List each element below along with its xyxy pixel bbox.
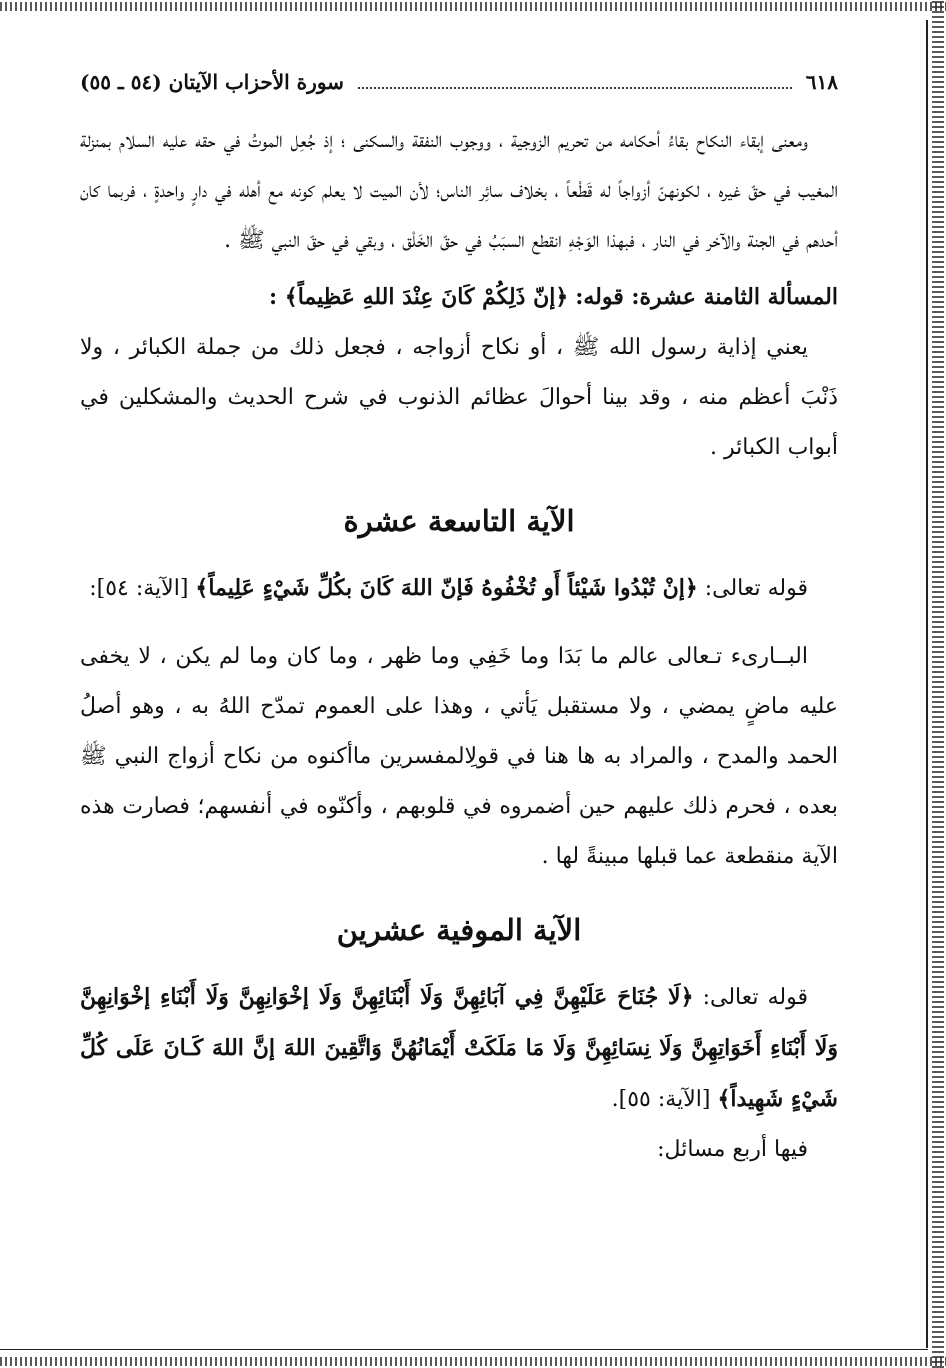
border-rule-bottom — [0, 1349, 928, 1350]
paragraph-2: يعني إذاية رسول الله ﷺ ، أو نكاح أزواجه ، فجعل ذلك من جملة الكبائر ، ولا ذَنْبَ أعظم منه ، وقد بينا أحوالَ عظائم الذنوب في شرح الحديث والمشكلين في أبواب الكبائر . — [80, 335, 838, 460]
verse-19-text: ﴿إنْ تُبْدُوا شَيْئاً أَو تُخْفُوهُ فَإنّ اللهَ كَانَ بكُلِّ شَيْءٍ عَلِيماً﴾ — [195, 575, 698, 601]
page-number: ٦١٨ — [805, 70, 838, 94]
issue-18-verse: ﴿إنّ ذَلِكُمْ كَانَ عِنْدَ اللهِ عَظِيماً﴾ : — [269, 284, 569, 310]
paragraph-4: البــارىء تـعالى عالم ما بَدَا وما خَفِي وما ظهر ، وما كان وما لم يكن ، لا يخفى عليه ماضٍ يمضي ، ولا مستقبل يَأتي ، وهذا على العموم تمدّح اللهُ به ، وهو أصلُ الحمد والمدح ، والمراد به ها هنا في قولِالمفسرين ماأكنوه من نكاح أزواج النبي ﷺ بعده ، فحرم ذلك عليهم حين أضمروه في قلوبهم ، وأكنّوه في أنفسهم؛ فصارت هذه الآية منقطعة عما قبلها مبينةً لها . — [80, 644, 838, 869]
border-rule-right — [926, 20, 928, 1348]
verse-19-intro: قوله تعالى: — [704, 576, 808, 601]
paragraph-6: فيها أربع مسائل: — [657, 1137, 808, 1162]
verse-19-reference: [الآية: ٥٤]: — [89, 576, 189, 601]
verse-20-text: ﴿لَا جُنَاحَ عَلَيْهِنَّ فِي آبَائِهِنَّ وَلَا أَبْنَائِهِنَّ وَلَا إخْوَانِهِنَّ وَلَا أَبْنَاءِ إخْوَانِهِنَّ وَلَا أَبْنَاءِ أَخَوَاتِهِنَّ وَلَا نِسَائِهِنَّ وَلَا مَا مَلَكَتْ أَيْمَانُهُنَّ وَاتَّقِينَ اللهَ إنَّ اللهَ كَـانَ عَلَى كُلِّ شَيْءٍ شَهِيداً﴾ — [80, 984, 838, 1112]
verse-20-reference: [الآية: ٥٥]. — [611, 1087, 711, 1112]
heading-verse-19: الآية التاسعة عشرة — [343, 504, 575, 538]
paragraph-5 — [80, 972, 838, 1125]
surah-title: سورة الأحزاب الآيتان (٥٤ ـ ٥٥) — [80, 70, 344, 94]
decorative-border-bottom — [0, 1357, 946, 1366]
heading-verse-20: الآية الموفية عشرين — [336, 913, 582, 947]
issue-18-title: المسألة الثامنة عشرة: قوله: — [575, 284, 838, 310]
decorative-border-right — [932, 0, 944, 1368]
paragraph-1: ومعنى إبقاء النكاح بقاءُ أحكامه من تحريم الزوجية ، ووجوب النفقة والسكنى ؛ إذ جُعِل الموتُ في حقه عليه السلام بمنزلة المغيب في حقّ غيره ، لكونهنّ أزواجاً له قَطْعاً ، بخلاف سائِر الناس؛ لأن الميت لا يعلم كونه مع أهله في دارٍ واحدةٍ ، فربما كان أحدهم في الجنة والآخر في النار ، فبهذا الوَجْهِ انقطع السبَبُ في حقّ الخَلْق ، وبقي في حقّ النبي ﷺ . — [80, 128, 838, 253]
running-header — [80, 64, 838, 100]
issue-18-heading — [80, 272, 838, 323]
decorative-border-top — [0, 2, 946, 11]
verse-20-intro: قوله تعالى: — [702, 985, 809, 1010]
paragraph-3 — [80, 563, 838, 614]
page-content — [80, 64, 838, 1175]
header-leader-dots — [358, 75, 792, 89]
